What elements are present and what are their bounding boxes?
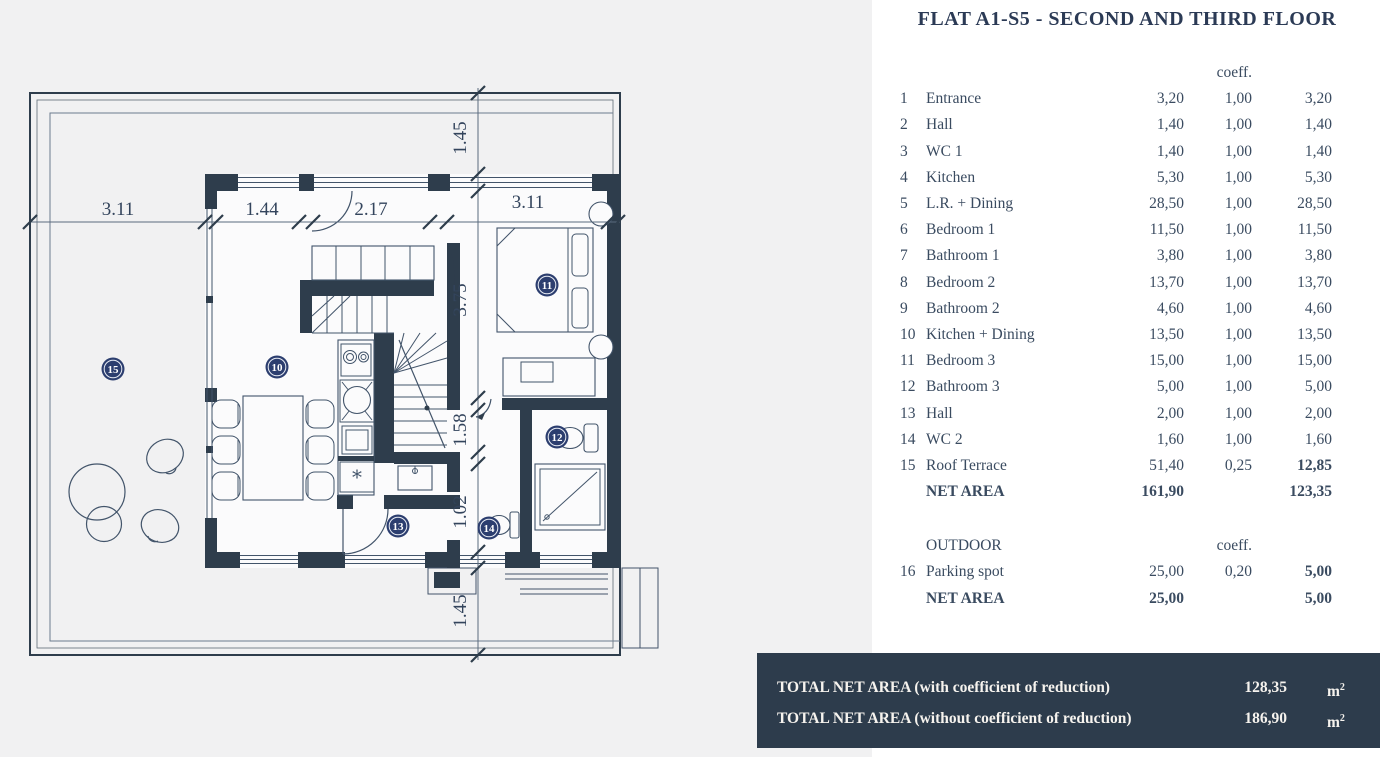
- window-sill-lines: [505, 574, 608, 594]
- room-badge-wc: [478, 517, 501, 540]
- cell-area: 4,60: [1156, 299, 1184, 317]
- table-row: [900, 400, 1332, 426]
- cell-area: 25,00: [1149, 589, 1184, 607]
- table-row: [900, 453, 1332, 479]
- total-net-area-with-coeff: [757, 674, 1380, 705]
- table-row: [900, 533, 1332, 559]
- total-net-area-without-coeff: [757, 705, 1380, 736]
- room-badge-kitchen-dining: [266, 356, 289, 379]
- cell-area: 11,50: [1149, 221, 1184, 239]
- cell-area: 3,80: [1156, 247, 1184, 265]
- total-unit: $m^2$: [1327, 682, 1345, 701]
- svg-text:15: 15: [107, 363, 119, 376]
- cell-net: 1,40: [1304, 142, 1332, 160]
- cell-coeff: 1,00: [1224, 221, 1252, 239]
- desk: [503, 358, 595, 396]
- dining-table: [243, 396, 303, 500]
- cell-net: 3,80: [1304, 247, 1332, 265]
- cell-area: 13,70: [1149, 273, 1184, 291]
- toilet-tank: [584, 424, 598, 452]
- room-badge-roof-terrace: [102, 358, 125, 381]
- cell-coeff: 1,00: [1224, 404, 1252, 422]
- dim-label: 1.02: [450, 495, 471, 529]
- toilet-tank: [510, 512, 519, 538]
- kitchen-counter: [338, 340, 374, 495]
- cell-coeff: 1,00: [1224, 325, 1252, 343]
- cell-name: Parking spot: [926, 563, 1004, 581]
- cell-net: 15,00: [1297, 352, 1332, 370]
- cell-area: 13,50: [1149, 325, 1184, 343]
- area-table-panel: [872, 0, 1380, 757]
- cell-name: Bedroom 3: [926, 352, 996, 370]
- cell-name: Kitchen + Dining: [926, 325, 1035, 343]
- total-label: TOTAL NET AREA (with coefficient of reduction): [777, 679, 1110, 696]
- cell-net: 5,00: [1304, 589, 1332, 607]
- table-row: [900, 586, 1332, 612]
- table-row: [900, 427, 1332, 453]
- niche-sink: [398, 466, 432, 490]
- area-table: [900, 60, 1332, 612]
- cell-no: 13: [900, 404, 916, 422]
- table-row: [900, 374, 1332, 400]
- svg-text:12: 12: [551, 431, 563, 444]
- page-title: FLAT A1-S5 - SECOND AND THIRD FLOOR: [917, 8, 1337, 30]
- cell-area: 161,90: [1141, 483, 1184, 501]
- cell-no: 9: [900, 299, 908, 317]
- table-row: [900, 112, 1332, 138]
- cell-net: 123,35: [1289, 483, 1332, 501]
- cell-name: Roof Terrace: [926, 456, 1007, 474]
- cell-area: 1,60: [1156, 430, 1184, 448]
- cell-coeff: 1,00: [1224, 378, 1252, 396]
- cell-coeff: 1,00: [1224, 116, 1252, 134]
- cell-coeff: coeff.: [1216, 64, 1252, 82]
- cell-no: 4: [900, 168, 908, 186]
- cell-coeff: 1,00: [1224, 352, 1252, 370]
- cell-area: 2,00: [1156, 404, 1184, 422]
- lounge-chair: [141, 433, 190, 480]
- cell-area: 5,00: [1156, 378, 1184, 396]
- terrace-furniture: [69, 433, 189, 548]
- cell-name: Bedroom 1: [926, 221, 996, 239]
- svg-text:11: 11: [541, 279, 553, 292]
- table-row: [900, 86, 1332, 112]
- cell-area: 51,40: [1149, 456, 1184, 474]
- cell-area: 1,40: [1156, 142, 1184, 160]
- svg-text:13: 13: [392, 520, 404, 533]
- table-row: [900, 243, 1332, 269]
- cell-name: Bathroom 1: [926, 247, 1000, 265]
- cell-name: OUTDOOR: [926, 537, 1002, 555]
- room-badge-bathroom: [546, 426, 569, 449]
- room-badge-hall: [387, 515, 410, 538]
- cell-net: 5,00: [1304, 563, 1332, 581]
- cell-area: 3,20: [1156, 90, 1184, 108]
- cell-coeff: 1,00: [1224, 273, 1252, 291]
- cell-no: 10: [900, 325, 916, 343]
- cell-no: 5: [900, 195, 908, 213]
- dim-label: 1.44: [245, 199, 279, 220]
- cell-name: Entrance: [926, 90, 982, 108]
- cell-coeff: coeff.: [1216, 537, 1252, 555]
- total-value: 186,90: [1244, 710, 1287, 728]
- cell-coeff: 0,25: [1224, 456, 1252, 474]
- table-row: [900, 191, 1332, 217]
- dim-label: 1.45: [450, 121, 471, 155]
- totals-bar: [757, 653, 1380, 748]
- cell-coeff: 1,00: [1224, 90, 1252, 108]
- cell-net: 1,40: [1304, 116, 1332, 134]
- total-label: TOTAL NET AREA (without coefficient of reduction): [777, 710, 1132, 728]
- cell-no: 16: [900, 563, 916, 581]
- dim-label: 1.45: [450, 594, 471, 628]
- room-badge-bedroom: [536, 274, 559, 297]
- cell-net: 5,30: [1304, 168, 1332, 186]
- table-row: [900, 559, 1332, 585]
- round-table: [87, 507, 122, 542]
- cell-no: 3: [900, 142, 908, 160]
- right-wall: [607, 191, 620, 568]
- table-spacer: [900, 505, 1332, 533]
- cell-name: Bathroom 2: [926, 299, 1000, 317]
- svg-text:10: 10: [271, 361, 283, 374]
- total-unit: $m^2$: [1327, 713, 1345, 732]
- cell-name: Bedroom 2: [926, 273, 996, 291]
- cell-coeff: 1,00: [1224, 168, 1252, 186]
- dim-label: 3.11: [101, 199, 135, 220]
- cell-area: 25,00: [1149, 563, 1184, 581]
- table-row: [900, 479, 1332, 505]
- dim-label: 3.11: [511, 192, 545, 213]
- cell-net: 28,50: [1297, 195, 1332, 213]
- table-row: [900, 270, 1332, 296]
- cell-net: 4,60: [1304, 299, 1332, 317]
- cell-no: 15: [900, 456, 916, 474]
- dim-label: 2.17: [354, 199, 388, 220]
- cell-coeff: 1,00: [1224, 142, 1252, 160]
- cell-area: 28,50: [1149, 195, 1184, 213]
- cell-net: 13,70: [1297, 273, 1332, 291]
- cell-coeff: 1,00: [1224, 247, 1252, 265]
- cell-no: 12: [900, 378, 916, 396]
- cell-net: 2,00: [1304, 404, 1332, 422]
- cell-coeff: 1,00: [1224, 195, 1252, 213]
- closet: [312, 246, 434, 280]
- cell-name: NET AREA: [926, 589, 1005, 607]
- cell-no: 11: [900, 352, 915, 370]
- lounge-chair: [137, 504, 184, 547]
- cell-net: 3,20: [1304, 90, 1332, 108]
- table-row: [900, 296, 1332, 322]
- cell-name: L.R. + Dining: [926, 195, 1014, 213]
- cell-coeff: 1,00: [1224, 430, 1252, 448]
- cell-coeff: 0,20: [1224, 563, 1252, 581]
- cell-no: 7: [900, 247, 908, 265]
- dim-label: 3.75: [450, 283, 471, 317]
- cell-name: Hall: [926, 116, 953, 134]
- table-row: [900, 139, 1332, 165]
- svg-text:14: 14: [483, 522, 495, 535]
- cell-net: 13,50: [1297, 325, 1332, 343]
- cell-name: NET AREA: [926, 483, 1005, 501]
- cell-coeff: 1,00: [1224, 299, 1252, 317]
- cell-no: 14: [900, 430, 916, 448]
- cell-net: 5,00: [1304, 378, 1332, 396]
- cell-no: 1: [900, 90, 908, 108]
- dishwasher-symbol: *: [352, 465, 362, 489]
- cell-area: 5,30: [1156, 168, 1184, 186]
- cell-no: 2: [900, 116, 908, 134]
- cell-net: 1,60: [1304, 430, 1332, 448]
- cell-net: 11,50: [1297, 221, 1332, 239]
- table-row: [900, 217, 1332, 243]
- cell-name: Bathroom 3: [926, 378, 1000, 396]
- cell-name: WC 2: [926, 430, 963, 448]
- cell-net: 12,85: [1297, 456, 1332, 474]
- cell-name: WC 1: [926, 142, 963, 160]
- cell-area: 15,00: [1149, 352, 1184, 370]
- cell-name: Hall: [926, 404, 953, 422]
- cell-area: 1,40: [1156, 116, 1184, 134]
- cell-no: 8: [900, 273, 908, 291]
- total-value: 128,35: [1244, 679, 1287, 696]
- dim-label: 1.58: [450, 413, 471, 447]
- cell-name: Kitchen: [926, 168, 976, 186]
- nightstand: [589, 335, 613, 359]
- cell-no: 6: [900, 221, 908, 239]
- table-row: [900, 60, 1332, 86]
- table-row: [900, 165, 1332, 191]
- table-row: [900, 322, 1332, 348]
- table-row: [900, 348, 1332, 374]
